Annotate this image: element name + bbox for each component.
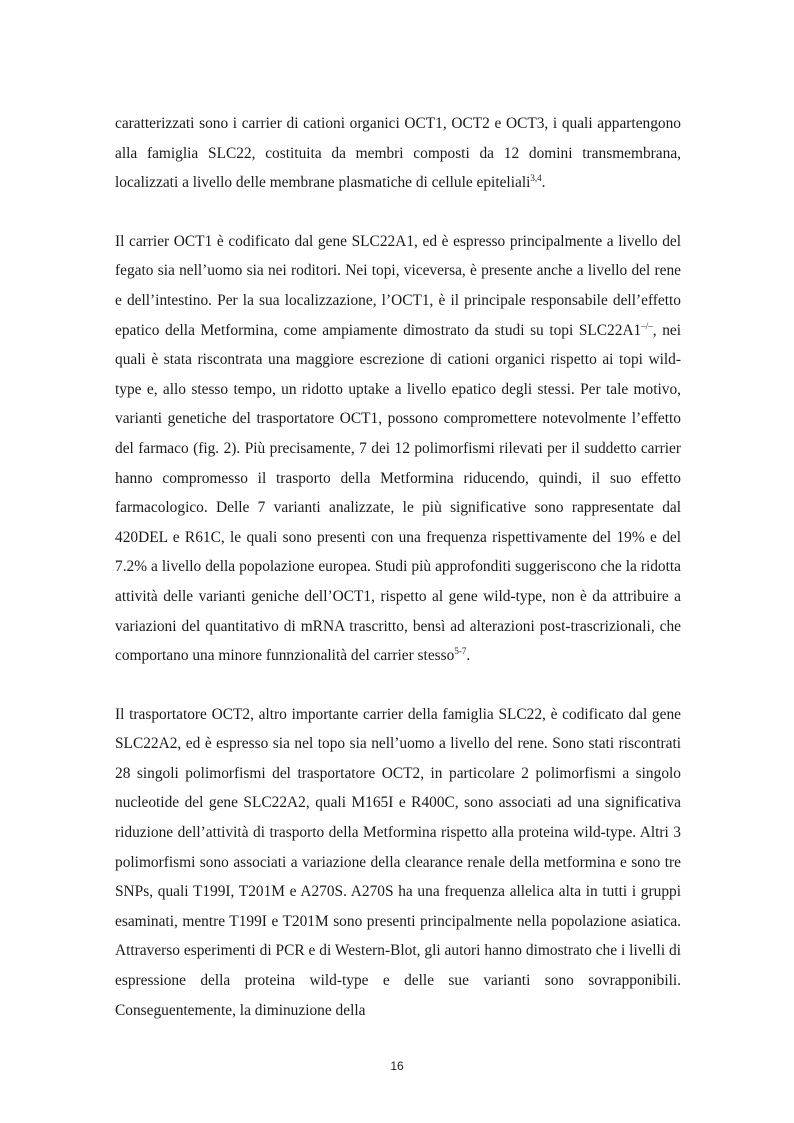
paragraph-end: . xyxy=(541,174,546,192)
citation-reference: 5-7 xyxy=(454,646,467,657)
paragraph-text-part2: , nei quali è stata riscontrata una maggiore escrezione di cationi organici rispetto ai topi wild-type e, allo stesso tempo, un ridotto uptake a livello epatico degli stessi. Per tale motivo, varianti genetiche del trasportatore OCT1, possono compromettere notevolmente l’effetto del farmaco (fig. 2). Più precisamente, 7 dei 12 polimorfismi rilevati per il suddetto carrier hanno compromesso il trasporto della Metformina riducendo, quindi, il suo effetto farmacologico. Delle 7 varianti analizzate, le più significative sono rappresentate dal 420DEL e R61C, le quali sono presenti con una frequenza rispettivamente del 19% e del 7.2% a livello della popolazione europea. Studi più approfonditi suggeriscono che la ridotta attività delle varianti geniche dell’OCT1, rispetto al gene wild-type, non è da attribuire a variazioni del quantitativo di mRNA trascritto, bensì ad alterazioni post-trascrizionali, che comportano una minore funnzionalità del carrier stesso xyxy=(115,321,681,665)
citation-reference: 3,4 xyxy=(530,173,542,184)
paragraph-oct-family xyxy=(115,109,681,198)
paragraph-oct2 xyxy=(115,700,681,1026)
paragraph-text: caratterizzati sono i carrier di cationi organici OCT1, OCT2 e OCT3, i quali appartengono alla famiglia SLC22, costituita da membri composti da 12 domini transmembrana, localizzati a livello delle membrane plasmatiche di cellule epiteliali xyxy=(115,115,681,192)
paragraph-text-part1: Il carrier OCT1 è codificato dal gene SLC22A1, ed è espresso principalmente a livello del fegato sia nell’uomo sia nei roditori. Nei topi, viceversa, è presente anche a livello del rene e dell’intestino. Per la sua localizzazione, l’OCT1, è il principale responsabile dell’effetto epatico della Metformina, come ampiamente dimostrato da studi su topi SLC22A1 xyxy=(115,232,681,339)
knockout-superscript: –/– xyxy=(641,320,653,331)
paragraph-oct1 xyxy=(115,227,681,671)
paragraph-spacer xyxy=(115,671,681,700)
paragraph-spacer xyxy=(115,198,681,227)
paragraph-text: Il trasportatore OCT2, altro importante carrier della famiglia SLC22, è codificato dal gene SLC22A2, ed è espresso sia nel topo sia nell’uomo a livello del rene. Sono stati riscontrati 28 singoli polimorfismi del trasportatore OCT2, in particolare 2 polimorfismi a singolo nucleotide del gene SLC22A2, quali M165I e R400C, sono associati ad una significativa riduzione dell’attività di trasporto della Metformina rispetto alla proteina wild-type. Altri 3 polimorfismi sono associati a variazione della clearance renale della metformina e sono tre SNPs, quali T199I, T201M e A270S. A270S ha una frequenza allelica alta in tutti i gruppi esaminati, mentre T199I e T201M sono presenti principalmente nella popolazione asiatica. Attraverso esperimenti di PCR e di Western-Blot, gli autori hanno dimostrato che i livelli di espressione della proteina wild-type e delle sue varianti sono sovrapponibili. Conseguentemente, la diminuzione della xyxy=(115,705,681,1019)
page-body xyxy=(115,109,681,1025)
page-number: 16 xyxy=(390,1059,404,1073)
paragraph-end: . xyxy=(466,647,471,665)
